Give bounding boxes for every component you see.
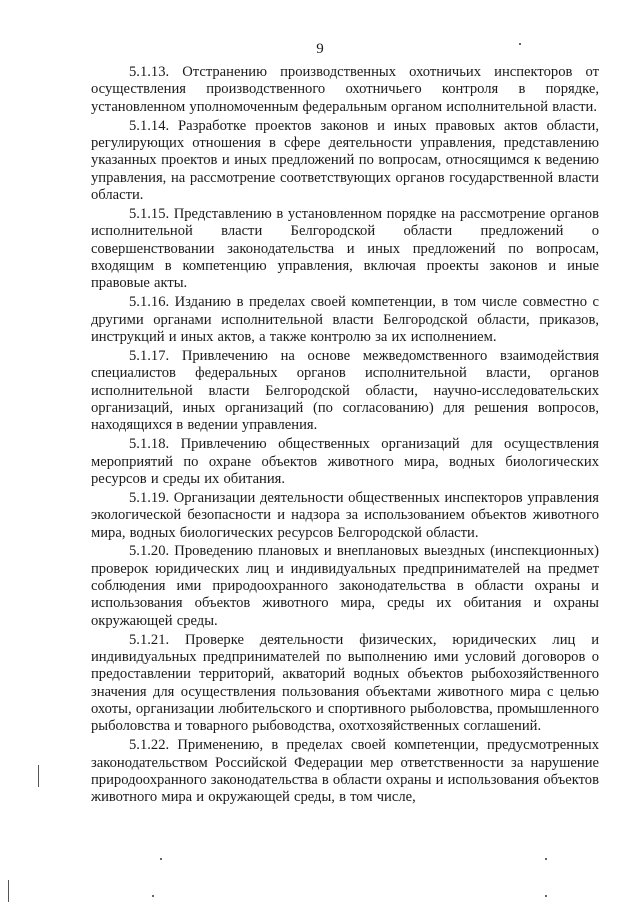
paragraph-5-1-17: 5.1.17. Привлечению на основе межведомственного взаимодействия специалистов федеральных органов исполнительной власти, органов исполнительной власти Белгородской области, научно-исследовательских организаций, иных организаций (по согласованию) для решения вопросов, находящихся в ведении управления. [91, 347, 599, 434]
paragraph-5-1-19: 5.1.19. Организации деятельности общественных инспекторов управления экологической безопасности и надзора за использованием объектов животного мира, водных биологических ресурсов Белгородской области. [91, 489, 599, 541]
page-number: 9 [316, 41, 324, 57]
scan-speck [519, 43, 521, 45]
scan-speck [545, 858, 547, 860]
paragraph-5-1-22: 5.1.22. Применению, в пределах своей компетенции, предусмотренных законодательством Российской Федерации мер ответственности за нарушение природоохранного законодательства в области охраны и использования объектов животного мира и окружающей среды, в том числе, [91, 737, 599, 806]
paragraph-5-1-20: 5.1.20. Проведению плановых и внеплановых выездных (инспекционных) проверок юридических лиц и индивидуальных предпринимателей на предмет соблюдения ими природоохранного законодательства в области охраны и использования объектов животного мира, среды их обитания и охраны окружающей среды. [91, 543, 599, 629]
paragraph-5-1-14: 5.1.14. Разработке проектов законов и иных правовых актов области, регулирующих отношения в сфере деятельности управления, представлению указанных проектов и иных предложений по вопросам, относящимся к ведению управления, на рассмотрение соответствующих органов государственной власти области. [91, 117, 599, 203]
paragraph-5-1-16: 5.1.16. Изданию в пределах своей компетенции, в том числе совместно с другими органами исполнительной власти Белгородской области, приказов, инструкций и иных актов, а также контролю за их исполнением. [91, 294, 599, 345]
scan-speck [545, 895, 547, 897]
paragraph-5-1-18: 5.1.18. Привлечению общественных организаций для осуществления мероприятий по охране объектов животного мира, водных биологических ресурсов и среды их обитания. [91, 436, 599, 487]
paragraph-5-1-15: 5.1.15. Представлению в установленном порядке на рассмотрение органов исполнительной власти Белгородской области предложений о совершенствовании законодательства и иных предложений по вопросам, входящим в компетенцию управления, включая проекты законов и иные правовые акты. [91, 205, 599, 292]
scan-speck [160, 858, 162, 860]
paragraph-5-1-21: 5.1.21. Проверке деятельности физических, юридических лиц и индивидуальных предпринимателей по выполнению ими условий договоров о предоставлении территорий, акваторий водных объектов рыбохозяйственного значения для осуществления пользования объектами животного мира с целью охоты, организации любительского и спортивного рыболовства, промышленного рыболовства и товарного рыбоводства, охотхозяйственных соглашений. [91, 631, 599, 735]
scan-speck [152, 895, 154, 897]
scan-edge-mark [38, 765, 39, 787]
document-body [91, 64, 599, 808]
scan-edge-mark [8, 880, 9, 902]
paragraph-5-1-13: 5.1.13. Отстранению производственных охотничьих инспекторов от осуществления производственного охотничьего контроля в порядке, установленном уполномоченным федеральным органом исполнительной власти. [91, 64, 599, 115]
